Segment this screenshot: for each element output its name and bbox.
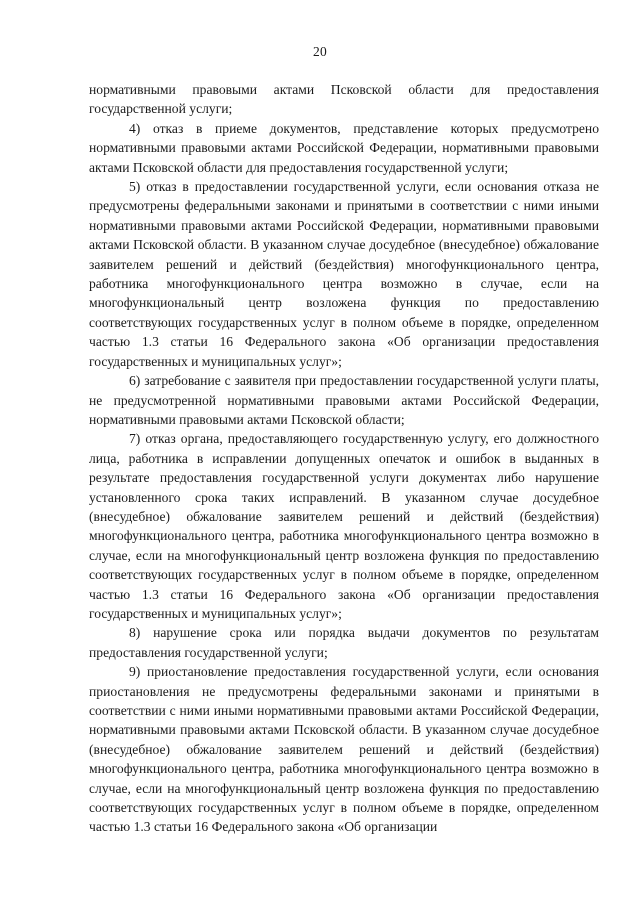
paragraph-item-6: 6) затребование с заявителя при предоставлении государственной услуги платы, не предусмотренной нормативными правовыми актами Российской Федерации, нормативными правовыми актами Псковской области; (89, 373, 599, 427)
paragraph-item-7: 7) отказ органа, предоставляющего государственную услугу, его должностного лица, работника в исправлении допущенных опечаток и ошибок в выданных в результате предоставления государственной услуги документах либо нарушение установленного срока таких исправлений. В указанном случае досудебное (внесудебное) обжалование заявителем решений и действий (бездействия) многофункционального центра, работника многофункционального центра возможно в случае, если на многофункциональный центр возложена функция по предоставлению соответствующих государственных услуг в полном объеме в порядке, определенном частью 1.3 статьи 16 Федерального закона «Об организации предоставления государственных и муниципальных услуг»; (89, 431, 599, 621)
paragraph-item-5: 5) отказ в предоставлении государственной услуги, если основания отказа не предусмотрены федеральными законами и принятыми в соответствии с ними иными нормативными правовыми актами Российской Федерации, нормативными правовыми актами Псковской области. В указанном случае досудебное (внесудебное) обжалование заявителем решений и действий (бездействия) многофункционального центра, работника многофункционального центра возможно в случае, если на многофункциональный центр возложена функция по предоставлению соответствующих государственных услуг в полном объеме в порядке, определенном частью 1.3 статьи 16 Федерального закона «Об организации предоставления государственных и муниципальных услуг»; (89, 179, 599, 369)
paragraph-continuation: нормативными правовыми актами Псковской области для предоставления государственной услуги; (89, 82, 599, 117)
document-body (89, 80, 599, 837)
paragraph-item-4: 4) отказ в приеме документов, представление которых предусмотрено нормативными правовыми актами Российской Федерации, нормативными правовыми актами Псковской области для предоставления государственной услуги; (89, 120, 599, 175)
paragraph-item-9: 9) приостановление предоставления государственной услуги, если основания приостановления не предусмотрены федеральными законами и принятыми в соответствии с ними иными нормативными правовыми актами Российской Федерации, нормативными правовыми актами Псковской области. В указанном случае досудебное (внесудебное) обжалование заявителем решений и действий (бездействия) многофункционального центра, работника многофункционального центра возможно в случае, если на многофункциональный центр возложена функция по предоставлению соответствующих государственных услуг в полном объеме в порядке, определенном частью 1.3 статьи 16 Федерального закона «Об организации (89, 664, 599, 835)
paragraph-item-8: 8) нарушение срока или порядка выдачи документов по результатам предоставления государственной услуги; (89, 625, 599, 660)
page-number: 20 (313, 44, 327, 59)
